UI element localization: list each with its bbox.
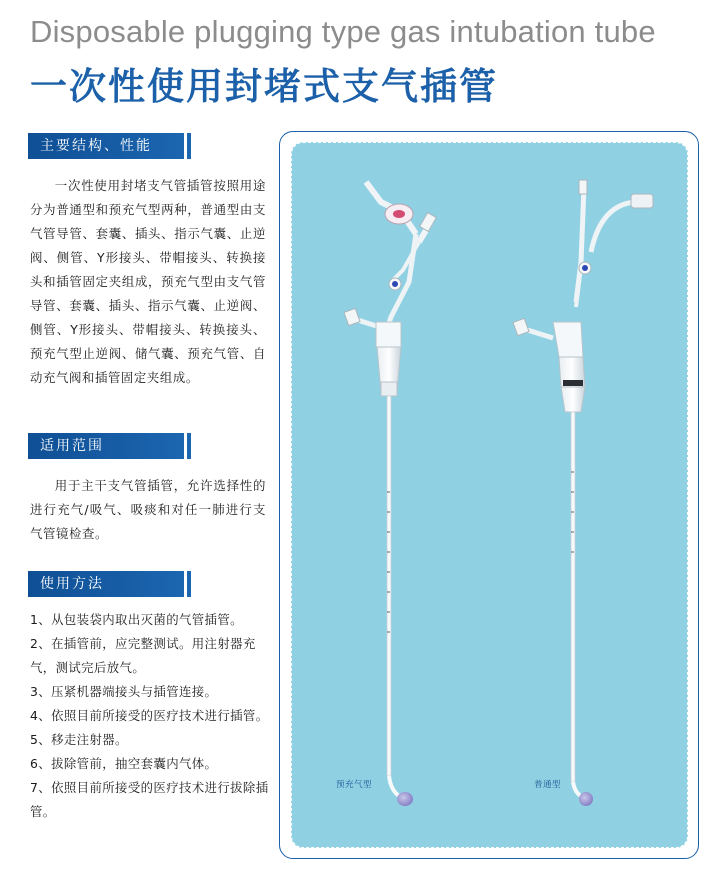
- usage-step: 1、从包装袋内取出灭菌的气管插管。: [30, 612, 243, 627]
- usage-step: 3、压紧机器端接头与插管连接。: [30, 684, 218, 699]
- section-heading-structure: 主要结构、性能: [28, 133, 184, 159]
- chinese-title: 一次性使用封堵式支气插管: [30, 65, 498, 108]
- section-heading-usage: 使用方法: [28, 571, 184, 597]
- label-prefilled-type: 预充气型: [336, 780, 373, 790]
- usage-steps: [30, 608, 270, 824]
- standard-tube-drawing: [513, 180, 653, 806]
- usage-step: 4、依照目前所接受的医疗技术进行插管。: [30, 708, 269, 723]
- english-title: Disposable plugging type gas intubation tube: [30, 14, 656, 49]
- scope-paragraph: 用于主干支气管插管，允许选择性的进行充气/吸气、吸痰和对任一肺进行支气管镜检查。: [30, 478, 266, 541]
- intubation-tube-illustration: [291, 142, 688, 848]
- usage-step: 7、依照目前所接受的医疗技术进行拔除插管。: [30, 780, 269, 819]
- usage-step: 6、拔除管前，抽空套囊内气体。: [30, 756, 218, 771]
- label-standard-type: 普通型: [534, 780, 562, 790]
- usage-step: 2、在插管前，应完整测试。用注射器充气，测试完后放气。: [30, 636, 256, 675]
- section-heading-scope: 适用范围: [28, 433, 184, 459]
- structure-paragraph: 一次性使用封堵支气管插管按照用途分为普通型和预充气型两种，普通型由支气管导管、套囊、插头、指示气囊、止逆阀、侧管、Y形接头、带帽接头、转换接头和插管固定夹组成，预充气型由支气管导管、套囊、插头、指示气囊、止逆阀、侧管、Y形接头、带帽接头、转换接头、预充气型止逆阀、储气囊、预充气管、自动充气阀和插管固定夹组成。: [30, 178, 266, 385]
- prefilled-tube-drawing: [344, 182, 436, 806]
- usage-step: 5、移走注射器。: [30, 732, 128, 747]
